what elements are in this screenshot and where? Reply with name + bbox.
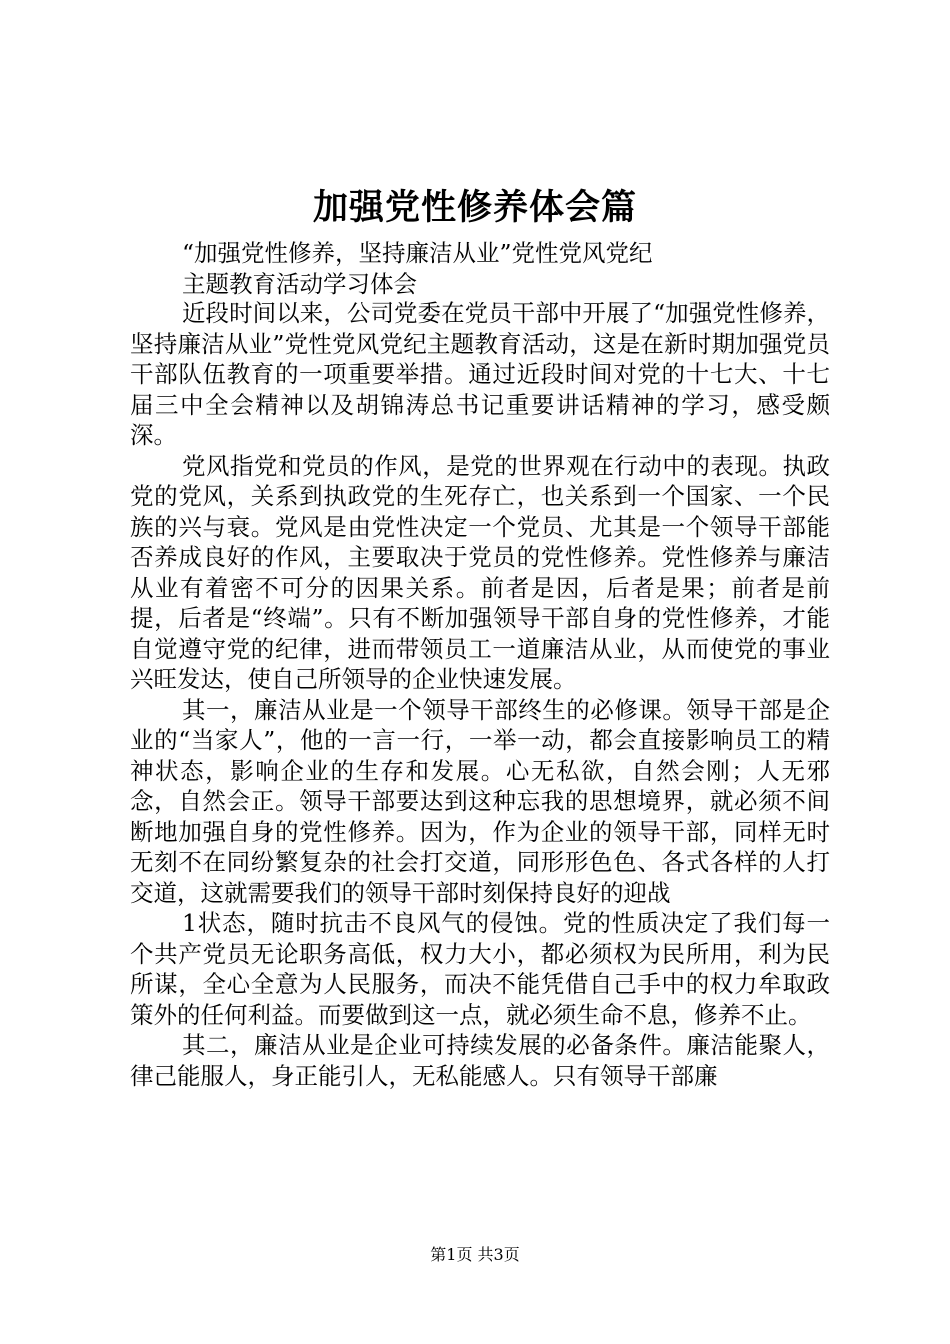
subtitle-line: 主题教育活动学习体会 bbox=[182, 270, 417, 298]
body-paragraph: 党风指党和党员的作风，是党的世界观在行动中的表现。执政党的党风，关系到执政党的生死存亡，也关系到一个国家、一个民族的兴与衰。党风是由党性决定一个党员、尤其是一个领导干部能否养成良好的作风，主要取决于党员的党性修养。党性修养与廉洁从业有着密不可分的因果关系。前者是因，后者是果；前者是前提，后者是“终端”。只有不断加强领导干部自身的党性修养，才能自觉遵守党的纪律，进而带领员工一道廉洁从业，从而使党的事业兴旺发达，使自己所领导的企业快速发展。 bbox=[130, 451, 830, 693]
page-number-footer: 第1页 共3页 bbox=[430, 1245, 520, 1264]
body-paragraph: 其二，廉洁从业是企业可持续发展的必备条件。廉洁能聚人，律己能服人，身正能引人，无私能感人。只有领导干部廉 bbox=[130, 1031, 830, 1090]
body-paragraph: 1状态，随时抗击不良风气的侵蚀。党的性质决定了我们每一个共产党员无论职务高低，权力大小，都必须权为民所用，利为民所谋，全心全意为人民服务，而决不能凭借自己手中的权力牟取政策外的任何利益。而要做到这一点，就必须生命不息，修养不止。 bbox=[130, 909, 830, 1029]
document-body bbox=[130, 298, 830, 1091]
body-paragraph: 其一，廉洁从业是一个领导干部终生的必修课。领导干部是企业的“当家人”，他的一言一行，一举一动，都会直接影响员工的精神状态，影响企业的生存和发展。心无私欲，自然会刚；人无邪念，自然会正。领导干部要达到这种忘我的思想境界，就必须不间断地加强自身的党性修养。因为，作为企业的领导干部，同样无时无刻不在同纷繁复杂的社会打交道，同形形色色、各式各样的人打交道，这就需要我们的领导干部时刻保持良好的迎战 bbox=[130, 695, 830, 907]
document-subtitle bbox=[130, 238, 830, 300]
body-paragraph: 近段时间以来，公司党委在党员干部中开展了“加强党性修养，坚持廉洁从业”党性党风党纪主题教育活动，这是在新时期加强党员干部队伍教育的一项重要举措。通过近段时间对党的十七大、十七届三中全会精神以及胡锦涛总书记重要讲话精神的学习，感受颇深。 bbox=[130, 299, 830, 449]
document-title: 加强党性修养体会篇 bbox=[312, 187, 637, 228]
subtitle-line: “加强党性修养，坚持廉洁从业”党性党风党纪 bbox=[182, 239, 653, 267]
